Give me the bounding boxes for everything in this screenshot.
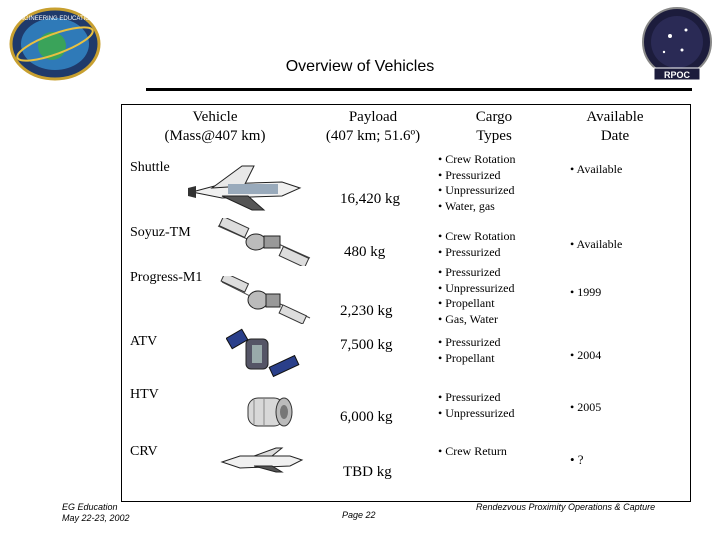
available-htv: • 2005 (570, 400, 602, 414)
header-cargo-line1: Cargo (475, 109, 513, 125)
footer-left (62, 502, 130, 524)
crv-image (220, 446, 304, 474)
footer-right: Rendezvous Proximity Operations & Capture (476, 502, 656, 512)
header-cargo-line2: Types (476, 128, 512, 144)
cargo-soyuz-item: • Pressurized (438, 244, 501, 259)
cargo-shuttle-item: • Crew Rotation (438, 152, 516, 166)
vehicle-name-progress: Progress-M1 (130, 270, 203, 285)
footer-left-line1: EG Education (62, 502, 118, 512)
cargo-soyuz (438, 229, 516, 260)
vehicle-name-atv: ATV (130, 334, 158, 349)
header-payload-line2: (407 km; 51.6º) (325, 128, 421, 144)
payload-crv: TBD kg (343, 464, 392, 480)
payload-progress: 2,230 kg (340, 303, 393, 319)
header-payload-line1: Payload (348, 109, 398, 125)
cargo-progress-item: • Propellant (438, 296, 495, 310)
htv-image (238, 388, 298, 436)
right-logo-text: RPOC (663, 70, 691, 80)
vehicle-name-htv: HTV (130, 387, 159, 402)
available-soyuz: • Available (570, 237, 623, 251)
cargo-atv-item: • Propellant (438, 350, 495, 365)
vehicle-name-shuttle: Shuttle (130, 160, 170, 175)
header-available (565, 108, 665, 146)
cargo-soyuz-item: • Crew Rotation (438, 229, 516, 243)
payload-htv: 6,000 kg (340, 409, 393, 425)
cargo-htv-item: • Unpressurized (438, 405, 515, 420)
vehicle-name-crv: CRV (130, 444, 158, 459)
header-payload (308, 108, 438, 146)
available-shuttle: • Available (570, 162, 623, 176)
header-cargo (444, 108, 544, 146)
available-crv: • ? (570, 452, 584, 467)
soyuz-image (214, 218, 314, 266)
header-available-line1: Available (586, 109, 644, 125)
atv-image (226, 325, 302, 385)
payload-soyuz: 480 kg (344, 244, 386, 260)
page-number: Page 22 (342, 510, 376, 520)
vehicle-name-soyuz: Soyuz-TM (130, 225, 191, 240)
cargo-shuttle (438, 152, 516, 214)
cargo-atv-item: • Pressurized (438, 335, 501, 349)
cargo-crv-item: • Crew Return (438, 444, 507, 458)
cargo-shuttle-item: • Pressurized (438, 167, 501, 182)
progress-image (218, 276, 314, 324)
footer-left-line2: May 22-23, 2002 (62, 513, 130, 523)
payload-shuttle: 16,420 kg (340, 191, 400, 207)
payload-atv: 7,500 kg (340, 337, 393, 353)
header-vehicle (140, 108, 290, 146)
page-title: Overview of Vehicles (285, 58, 435, 75)
cargo-progress (438, 265, 515, 327)
cargo-shuttle-item: • Unpressurized (438, 183, 515, 197)
cargo-progress-item: • Pressurized (438, 265, 501, 279)
cargo-atv (438, 335, 501, 366)
header-available-line2: Date (600, 128, 630, 144)
cargo-progress-item: • Unpressurized (438, 280, 515, 295)
title-rule (146, 88, 692, 91)
header-vehicle-line2: (Mass@407 km) (164, 128, 266, 144)
left-logo-text: ENGINEERING EDUCATION (15, 16, 95, 22)
cargo-crv (438, 444, 507, 460)
available-atv: • 2004 (570, 348, 602, 362)
shuttle-image (182, 162, 308, 214)
cargo-shuttle-item: • Water, gas (438, 198, 495, 213)
cargo-progress-item: • Gas, Water (438, 311, 498, 326)
available-progress: • 1999 (570, 285, 602, 299)
cargo-htv (438, 390, 515, 421)
cargo-htv-item: • Pressurized (438, 390, 501, 404)
header-vehicle-line1: Vehicle (192, 109, 238, 125)
